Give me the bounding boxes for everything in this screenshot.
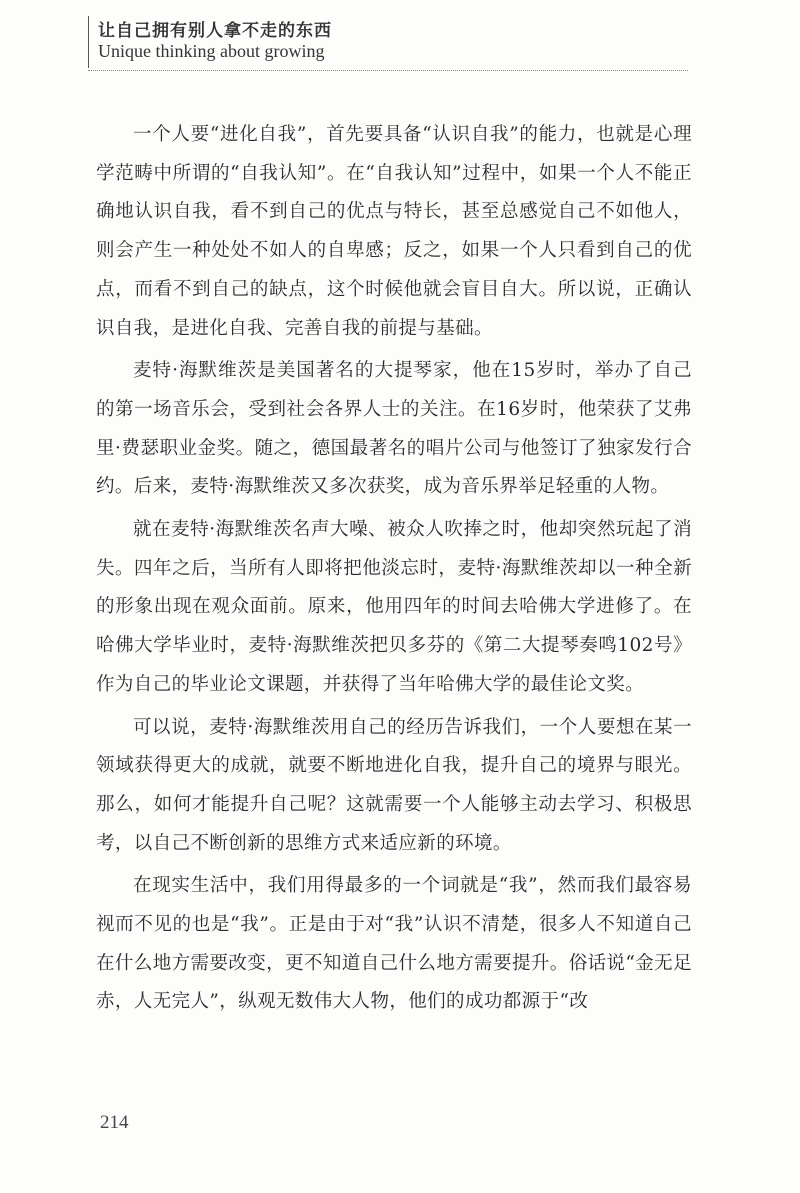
running-header	[88, 10, 688, 70]
paragraph: 在现实生活中，我们用得最多的一个词就是“我”，然而我们最容易视而不见的也是“我”。正是由于对“我”认识不清楚，很多人不知道自己在什么地方需要改变，更不知道自己什么地方需要提升。俗话说“金无足赤，人无完人”，纵观无数伟大人物，他们的成功都源于“改	[96, 875, 692, 1013]
paragraph: 麦特·海默维茨是美国著名的大提琴家，他在15岁时，举办了自己的第一场音乐会，受到社会各界人士的关注。在16岁时，他荣获了艾弗里·费瑟职业金奖。随之，德国最著名的唱片公司与他签订了独家发行合约。后来，麦特·海默维茨又多次获奖，成为音乐界举足轻重的人物。	[96, 360, 692, 498]
header-title: 让自己拥有别人拿不走的东西	[98, 21, 332, 41]
header-dotted-divider	[88, 70, 688, 71]
header-subtitle: Unique thinking about growing	[98, 41, 325, 61]
header-vertical-rule	[88, 16, 89, 68]
paragraph: 就在麦特·海默维茨名声大噪、被众人吹捧之时，他却突然玩起了消失。四年之后，当所有人即将把他淡忘时，麦特·海默维茨却以一种全新的形象出现在观众面前。原来，他用四年的时间去哈佛大学进修了。在哈佛大学毕业时，麦特·海默维茨把贝多芬的《第二大提琴奏鸣102号》作为自己的毕业论文课题，并获得了当年哈佛大学的最佳论文奖。	[96, 519, 692, 695]
paragraph: 可以说，麦特·海默维茨用自己的经历告诉我们，一个人要想在某一领域获得更大的成就，就要不断地进化自我，提升自己的境界与眼光。那么，如何才能提升自己呢？这就需要一个人能够主动去学习、积极思考，以自己不断创新的思维方式来适应新的环境。	[96, 716, 692, 854]
page-body	[96, 116, 692, 1026]
paragraph: 一个人要“进化自我”，首先要具备“认识自我”的能力，也就是心理学范畴中所谓的“自我认知”。在“自我认知”过程中，如果一个人不能正确地认识自我，看不到自己的优点与特长，甚至总感觉自己不如他人，则会产生一种处处不如人的自卑感；反之，如果一个人只看到自己的优点，而看不到自己的缺点，这个时候他就会盲目自大。所以说，正确认识自我，是进化自我、完善自我的前提与基础。	[96, 124, 692, 339]
page-number: 214	[100, 1112, 129, 1133]
